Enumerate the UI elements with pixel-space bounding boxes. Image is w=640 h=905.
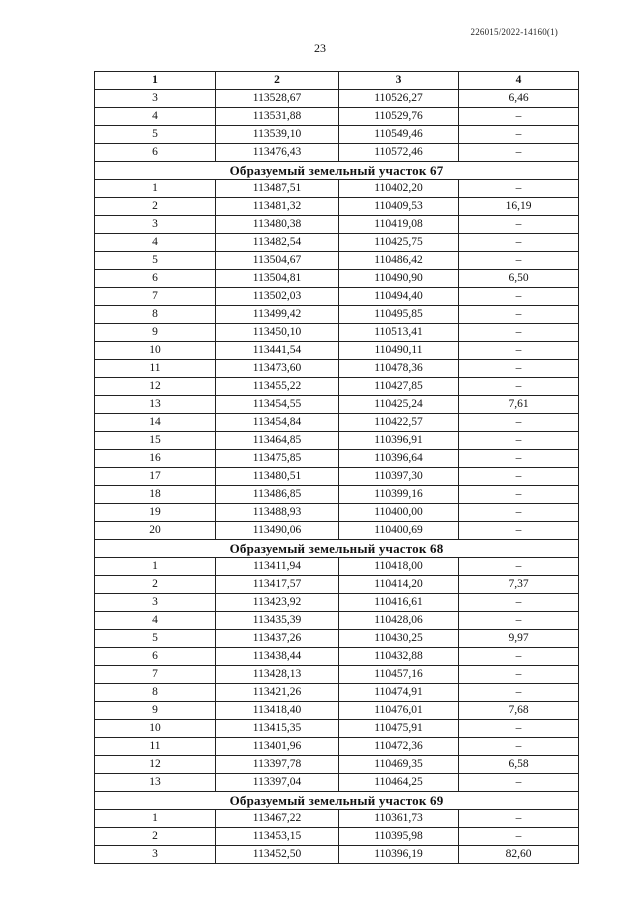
distance-cell: – <box>459 522 579 540</box>
y-coordinate-cell: 110396,64 <box>339 450 459 468</box>
distance-cell: – <box>459 216 579 234</box>
y-coordinate-cell: 110425,24 <box>339 396 459 414</box>
table-row <box>95 90 579 108</box>
distance-cell: – <box>459 666 579 684</box>
table-row <box>95 288 579 306</box>
y-coordinate-cell: 110419,08 <box>339 216 459 234</box>
distance-cell: – <box>459 324 579 342</box>
table-row <box>95 612 579 630</box>
x-coordinate-cell: 113481,32 <box>216 198 339 216</box>
x-coordinate-cell: 113418,40 <box>216 702 339 720</box>
y-coordinate-cell: 110513,41 <box>339 324 459 342</box>
distance-cell: – <box>459 450 579 468</box>
document-registration-number: 226015/2022-14160(1) <box>470 27 558 37</box>
x-coordinate-cell: 113504,67 <box>216 252 339 270</box>
distance-cell: – <box>459 126 579 144</box>
point-number-cell: 10 <box>95 342 216 360</box>
table-row <box>95 594 579 612</box>
x-coordinate-cell: 113490,06 <box>216 522 339 540</box>
column-header: 3 <box>339 72 459 90</box>
distance-cell: – <box>459 738 579 756</box>
x-coordinate-cell: 113476,43 <box>216 144 339 162</box>
table-row <box>95 486 579 504</box>
point-number-cell: 17 <box>95 468 216 486</box>
distance-cell: – <box>459 774 579 792</box>
table-row <box>95 828 579 846</box>
distance-cell: – <box>459 108 579 126</box>
x-coordinate-cell: 113488,93 <box>216 504 339 522</box>
point-number-cell: 7 <box>95 288 216 306</box>
x-coordinate-cell: 113411,94 <box>216 558 339 576</box>
y-coordinate-cell: 110490,90 <box>339 270 459 288</box>
point-number-cell: 12 <box>95 756 216 774</box>
point-number-cell: 15 <box>95 432 216 450</box>
x-coordinate-cell: 113455,22 <box>216 378 339 396</box>
y-coordinate-cell: 110430,25 <box>339 630 459 648</box>
coordinates-table <box>94 71 579 864</box>
table-row <box>95 198 579 216</box>
point-number-cell: 11 <box>95 738 216 756</box>
y-coordinate-cell: 110396,91 <box>339 432 459 450</box>
table-row <box>95 576 579 594</box>
point-number-cell: 3 <box>95 90 216 108</box>
point-number-cell: 6 <box>95 270 216 288</box>
table-row <box>95 144 579 162</box>
y-coordinate-cell: 110414,20 <box>339 576 459 594</box>
distance-cell: 7,61 <box>459 396 579 414</box>
point-number-cell: 1 <box>95 810 216 828</box>
y-coordinate-cell: 110572,46 <box>339 144 459 162</box>
y-coordinate-cell: 110395,98 <box>339 828 459 846</box>
table-row <box>95 774 579 792</box>
section-title: Образуемый земельный участок 69 <box>95 792 579 810</box>
x-coordinate-cell: 113441,54 <box>216 342 339 360</box>
x-coordinate-cell: 113504,81 <box>216 270 339 288</box>
distance-cell: – <box>459 306 579 324</box>
x-coordinate-cell: 113454,55 <box>216 396 339 414</box>
x-coordinate-cell: 113467,22 <box>216 810 339 828</box>
table-row <box>95 216 579 234</box>
y-coordinate-cell: 110478,36 <box>339 360 459 378</box>
x-coordinate-cell: 113428,13 <box>216 666 339 684</box>
y-coordinate-cell: 110495,85 <box>339 306 459 324</box>
point-number-cell: 1 <box>95 180 216 198</box>
y-coordinate-cell: 110428,06 <box>339 612 459 630</box>
distance-cell: 7,68 <box>459 702 579 720</box>
distance-cell: – <box>459 432 579 450</box>
y-coordinate-cell: 110457,16 <box>339 666 459 684</box>
point-number-cell: 16 <box>95 450 216 468</box>
point-number-cell: 4 <box>95 108 216 126</box>
point-number-cell: 4 <box>95 234 216 252</box>
table-row <box>95 630 579 648</box>
distance-cell: 9,97 <box>459 630 579 648</box>
table-row <box>95 414 579 432</box>
distance-cell: – <box>459 414 579 432</box>
y-coordinate-cell: 110464,25 <box>339 774 459 792</box>
distance-cell: – <box>459 468 579 486</box>
y-coordinate-cell: 110409,53 <box>339 198 459 216</box>
table-row <box>95 234 579 252</box>
distance-cell: 6,50 <box>459 270 579 288</box>
section-heading-row <box>95 162 579 180</box>
section-title: Образуемый земельный участок 67 <box>95 162 579 180</box>
distance-cell: – <box>459 486 579 504</box>
point-number-cell: 5 <box>95 630 216 648</box>
y-coordinate-cell: 110400,00 <box>339 504 459 522</box>
table-row <box>95 648 579 666</box>
x-coordinate-cell: 113531,88 <box>216 108 339 126</box>
y-coordinate-cell: 110400,69 <box>339 522 459 540</box>
point-number-cell: 3 <box>95 216 216 234</box>
point-number-cell: 11 <box>95 360 216 378</box>
point-number-cell: 5 <box>95 126 216 144</box>
x-coordinate-cell: 113473,60 <box>216 360 339 378</box>
y-coordinate-cell: 110397,30 <box>339 468 459 486</box>
distance-cell: – <box>459 828 579 846</box>
table-row <box>95 108 579 126</box>
x-coordinate-cell: 113417,57 <box>216 576 339 594</box>
y-coordinate-cell: 110418,00 <box>339 558 459 576</box>
table-row <box>95 522 579 540</box>
table-row <box>95 756 579 774</box>
column-header: 2 <box>216 72 339 90</box>
y-coordinate-cell: 110416,61 <box>339 594 459 612</box>
table-row <box>95 504 579 522</box>
y-coordinate-cell: 110469,35 <box>339 756 459 774</box>
x-coordinate-cell: 113502,03 <box>216 288 339 306</box>
distance-cell: – <box>459 594 579 612</box>
point-number-cell: 5 <box>95 252 216 270</box>
point-number-cell: 13 <box>95 396 216 414</box>
table-body <box>95 90 579 864</box>
point-number-cell: 8 <box>95 684 216 702</box>
distance-cell: – <box>459 558 579 576</box>
point-number-cell: 12 <box>95 378 216 396</box>
distance-cell: – <box>459 360 579 378</box>
x-coordinate-cell: 113480,38 <box>216 216 339 234</box>
distance-cell: – <box>459 378 579 396</box>
table-row <box>95 450 579 468</box>
distance-cell: 7,37 <box>459 576 579 594</box>
x-coordinate-cell: 113435,39 <box>216 612 339 630</box>
x-coordinate-cell: 113421,26 <box>216 684 339 702</box>
point-number-cell: 10 <box>95 720 216 738</box>
table-row <box>95 252 579 270</box>
y-coordinate-cell: 110399,16 <box>339 486 459 504</box>
x-coordinate-cell: 113415,35 <box>216 720 339 738</box>
x-coordinate-cell: 113438,44 <box>216 648 339 666</box>
y-coordinate-cell: 110472,36 <box>339 738 459 756</box>
y-coordinate-cell: 110425,75 <box>339 234 459 252</box>
y-coordinate-cell: 110494,40 <box>339 288 459 306</box>
x-coordinate-cell: 113450,10 <box>216 324 339 342</box>
column-header: 1 <box>95 72 216 90</box>
distance-cell: – <box>459 342 579 360</box>
x-coordinate-cell: 113423,92 <box>216 594 339 612</box>
point-number-cell: 19 <box>95 504 216 522</box>
distance-cell: 6,58 <box>459 756 579 774</box>
y-coordinate-cell: 110475,91 <box>339 720 459 738</box>
distance-cell: – <box>459 252 579 270</box>
table-row <box>95 396 579 414</box>
x-coordinate-cell: 113499,42 <box>216 306 339 324</box>
point-number-cell: 7 <box>95 666 216 684</box>
table-row <box>95 432 579 450</box>
point-number-cell: 20 <box>95 522 216 540</box>
point-number-cell: 6 <box>95 144 216 162</box>
y-coordinate-cell: 110476,01 <box>339 702 459 720</box>
distance-cell: – <box>459 810 579 828</box>
table-row <box>95 378 579 396</box>
y-coordinate-cell: 110549,46 <box>339 126 459 144</box>
table-row <box>95 558 579 576</box>
section-heading-row <box>95 792 579 810</box>
x-coordinate-cell: 113397,04 <box>216 774 339 792</box>
x-coordinate-cell: 113401,96 <box>216 738 339 756</box>
distance-cell: 82,60 <box>459 846 579 864</box>
point-number-cell: 8 <box>95 306 216 324</box>
x-coordinate-cell: 113482,54 <box>216 234 339 252</box>
table-row <box>95 360 579 378</box>
y-coordinate-cell: 110526,27 <box>339 90 459 108</box>
table-row <box>95 738 579 756</box>
table-row <box>95 468 579 486</box>
point-number-cell: 2 <box>95 828 216 846</box>
distance-cell: – <box>459 684 579 702</box>
point-number-cell: 2 <box>95 576 216 594</box>
y-coordinate-cell: 110490,11 <box>339 342 459 360</box>
point-number-cell: 6 <box>95 648 216 666</box>
table-row <box>95 342 579 360</box>
y-coordinate-cell: 110422,57 <box>339 414 459 432</box>
point-number-cell: 9 <box>95 702 216 720</box>
x-coordinate-cell: 113453,15 <box>216 828 339 846</box>
distance-cell: – <box>459 612 579 630</box>
y-coordinate-cell: 110402,20 <box>339 180 459 198</box>
section-heading-row <box>95 540 579 558</box>
table-header-row <box>95 72 579 90</box>
x-coordinate-cell: 113539,10 <box>216 126 339 144</box>
distance-cell: – <box>459 648 579 666</box>
point-number-cell: 3 <box>95 594 216 612</box>
x-coordinate-cell: 113480,51 <box>216 468 339 486</box>
x-coordinate-cell: 113486,85 <box>216 486 339 504</box>
x-coordinate-cell: 113528,67 <box>216 90 339 108</box>
distance-cell: – <box>459 144 579 162</box>
distance-cell: – <box>459 234 579 252</box>
y-coordinate-cell: 110486,42 <box>339 252 459 270</box>
y-coordinate-cell: 110474,91 <box>339 684 459 702</box>
table-row <box>95 720 579 738</box>
y-coordinate-cell: 110529,76 <box>339 108 459 126</box>
point-number-cell: 9 <box>95 324 216 342</box>
table-row <box>95 666 579 684</box>
section-title: Образуемый земельный участок 68 <box>95 540 579 558</box>
y-coordinate-cell: 110427,85 <box>339 378 459 396</box>
distance-cell: – <box>459 180 579 198</box>
distance-cell: – <box>459 720 579 738</box>
table-row <box>95 810 579 828</box>
point-number-cell: 4 <box>95 612 216 630</box>
distance-cell: 6,46 <box>459 90 579 108</box>
table-row <box>95 126 579 144</box>
column-header: 4 <box>459 72 579 90</box>
table-row <box>95 180 579 198</box>
distance-cell: – <box>459 504 579 522</box>
point-number-cell: 1 <box>95 558 216 576</box>
point-number-cell: 2 <box>95 198 216 216</box>
x-coordinate-cell: 113437,26 <box>216 630 339 648</box>
y-coordinate-cell: 110432,88 <box>339 648 459 666</box>
point-number-cell: 14 <box>95 414 216 432</box>
x-coordinate-cell: 113454,84 <box>216 414 339 432</box>
point-number-cell: 13 <box>95 774 216 792</box>
page-number: 23 <box>314 41 326 55</box>
table-row <box>95 324 579 342</box>
table-row <box>95 702 579 720</box>
table-row <box>95 306 579 324</box>
y-coordinate-cell: 110361,73 <box>339 810 459 828</box>
distance-cell: 16,19 <box>459 198 579 216</box>
table-row <box>95 270 579 288</box>
distance-cell: – <box>459 288 579 306</box>
x-coordinate-cell: 113487,51 <box>216 180 339 198</box>
x-coordinate-cell: 113397,78 <box>216 756 339 774</box>
y-coordinate-cell: 110396,19 <box>339 846 459 864</box>
x-coordinate-cell: 113464,85 <box>216 432 339 450</box>
x-coordinate-cell: 113452,50 <box>216 846 339 864</box>
point-number-cell: 3 <box>95 846 216 864</box>
point-number-cell: 18 <box>95 486 216 504</box>
table-row <box>95 684 579 702</box>
table-row <box>95 846 579 864</box>
x-coordinate-cell: 113475,85 <box>216 450 339 468</box>
